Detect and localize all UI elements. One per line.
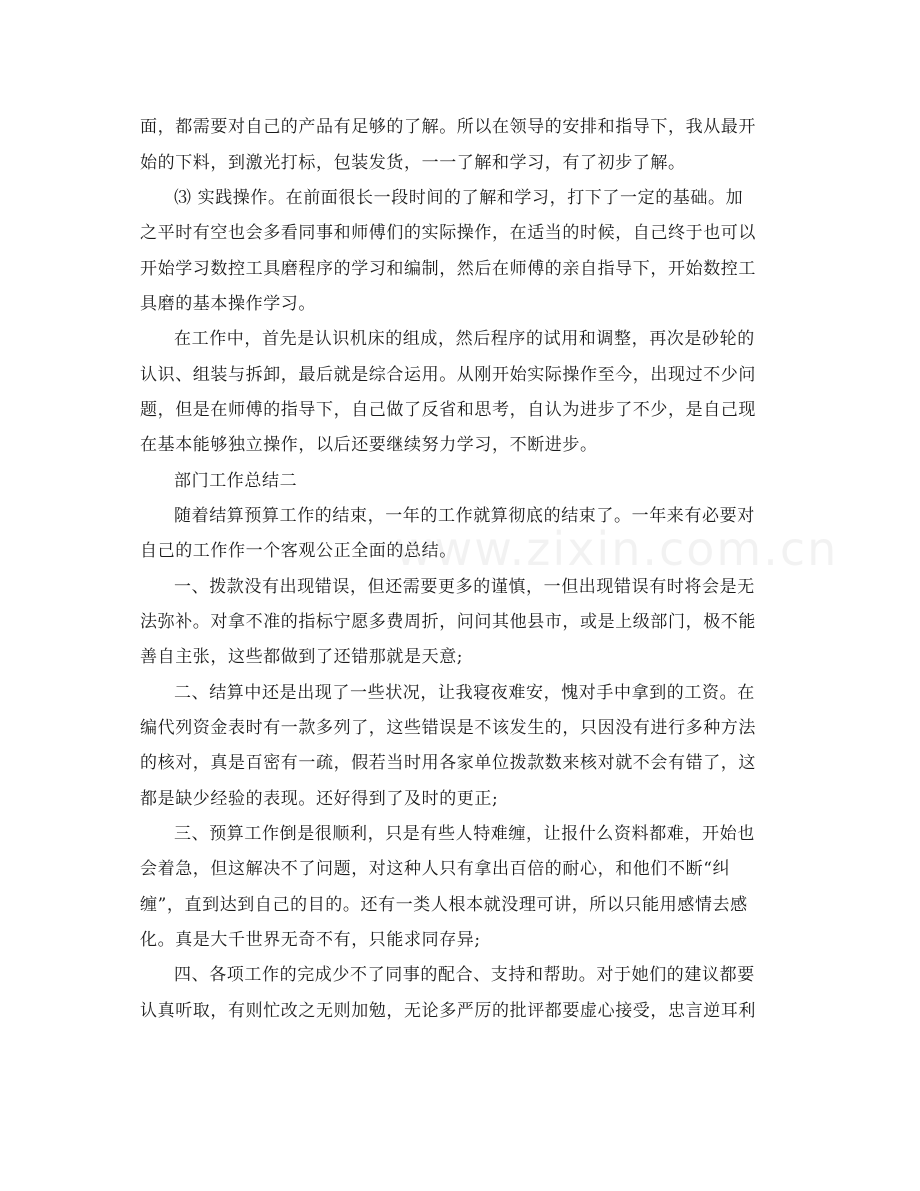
body-line: 会着急，但这解决不了问题，对这种人只有拿出百倍的耐心，和他们不断“纠	[140, 859, 731, 879]
body-line: 之平时有空也会多看同事和师傅们的实际操作，在适当的时候，自己终于也可以	[140, 223, 756, 243]
body-line: 始的下料，到激光打标，包装发货，一一了解和学习，有了初步了解。	[140, 153, 686, 173]
body-line: 自己的工作作一个客观公正全面的总结。	[140, 541, 457, 561]
section-heading: 部门工作总结二	[174, 471, 298, 491]
body-line: 面，都需要对自己的产品有足够的了解。所以在领导的安排和指导下，我从最开	[140, 117, 756, 137]
body-line: 法弥补。对拿不准的指标宁愿多费周折，问问其他县市，或是上级部门，极不能	[140, 612, 756, 632]
body-line: 都是缺少经验的表现。还好得到了及时的更正;	[140, 789, 499, 809]
list-item-one: 一、拨款没有出现错误，但还需要更多的谨慎，一但出现错误有时将会是无	[174, 577, 755, 597]
list-item-four: 四、各项工作的完成少不了同事的配合、支持和帮助。对于她们的建议都要	[174, 965, 755, 985]
body-line: 化。真是大千世界无奇不有，只能求同存异;	[140, 930, 481, 950]
watermark: www.zixin.com.cn	[395, 522, 839, 576]
list-item-two: 二、结算中还是出现了一些状况，让我寝夜难安，愧对手中拿到的工资。在	[174, 683, 755, 703]
body-line: 开始学习数控工具磨程序的学习和编制，然后在师傅的亲自指导下，开始数控工	[140, 259, 756, 279]
body-line: 题，但是在师傅的指导下，自己做了反省和思考，自认为进步了不少，是自己现	[140, 400, 756, 420]
body-line: 编代列资金表时有一款多列了，这些错误是不该发生的，只因没有进行多种方法	[140, 718, 756, 738]
paragraph-start: 在工作中，首先是认识机床的组成，然后程序的试用和调整，再次是砂轮的	[174, 329, 755, 349]
body-line: 的核对，真是百密有一疏，假若当时用各家单位拨款数来核对就不会有错了，这	[140, 753, 756, 773]
body-line: 具磨的基本操作学习。	[140, 294, 316, 314]
list-item-three: 三、预算工作倒是很顺利，只是有些人特难缠，让报什么资料都难，开始也	[174, 824, 755, 844]
body-line: 认真听取，有则忙改之无则加勉，无论多严厉的批评都要虚心接受，忠言逆耳利	[140, 1001, 756, 1021]
body-line: 在基本能够独立操作，以后还要继续努力学习，不断进步。	[140, 435, 598, 455]
body-line: 认识、组装与拆卸，最后就是综合运用。从刚开始实际操作至今，出现过不少问	[140, 365, 756, 385]
list-item-practice: ⑶ 实践操作。在前面很长一段时间的了解和学习，打下了一定的基础。加	[174, 188, 744, 208]
body-line: 缠”，直到达到自己的目的。还有一类人根本就没理可讲，所以只能用感情去感	[140, 895, 748, 915]
body-line: 善自主张，这些都做到了还错那就是天意;	[140, 647, 464, 667]
paragraph-start: 随着结算预算工作的结束，一年的工作就算彻底的结束了。一年来有必要对	[174, 506, 755, 526]
